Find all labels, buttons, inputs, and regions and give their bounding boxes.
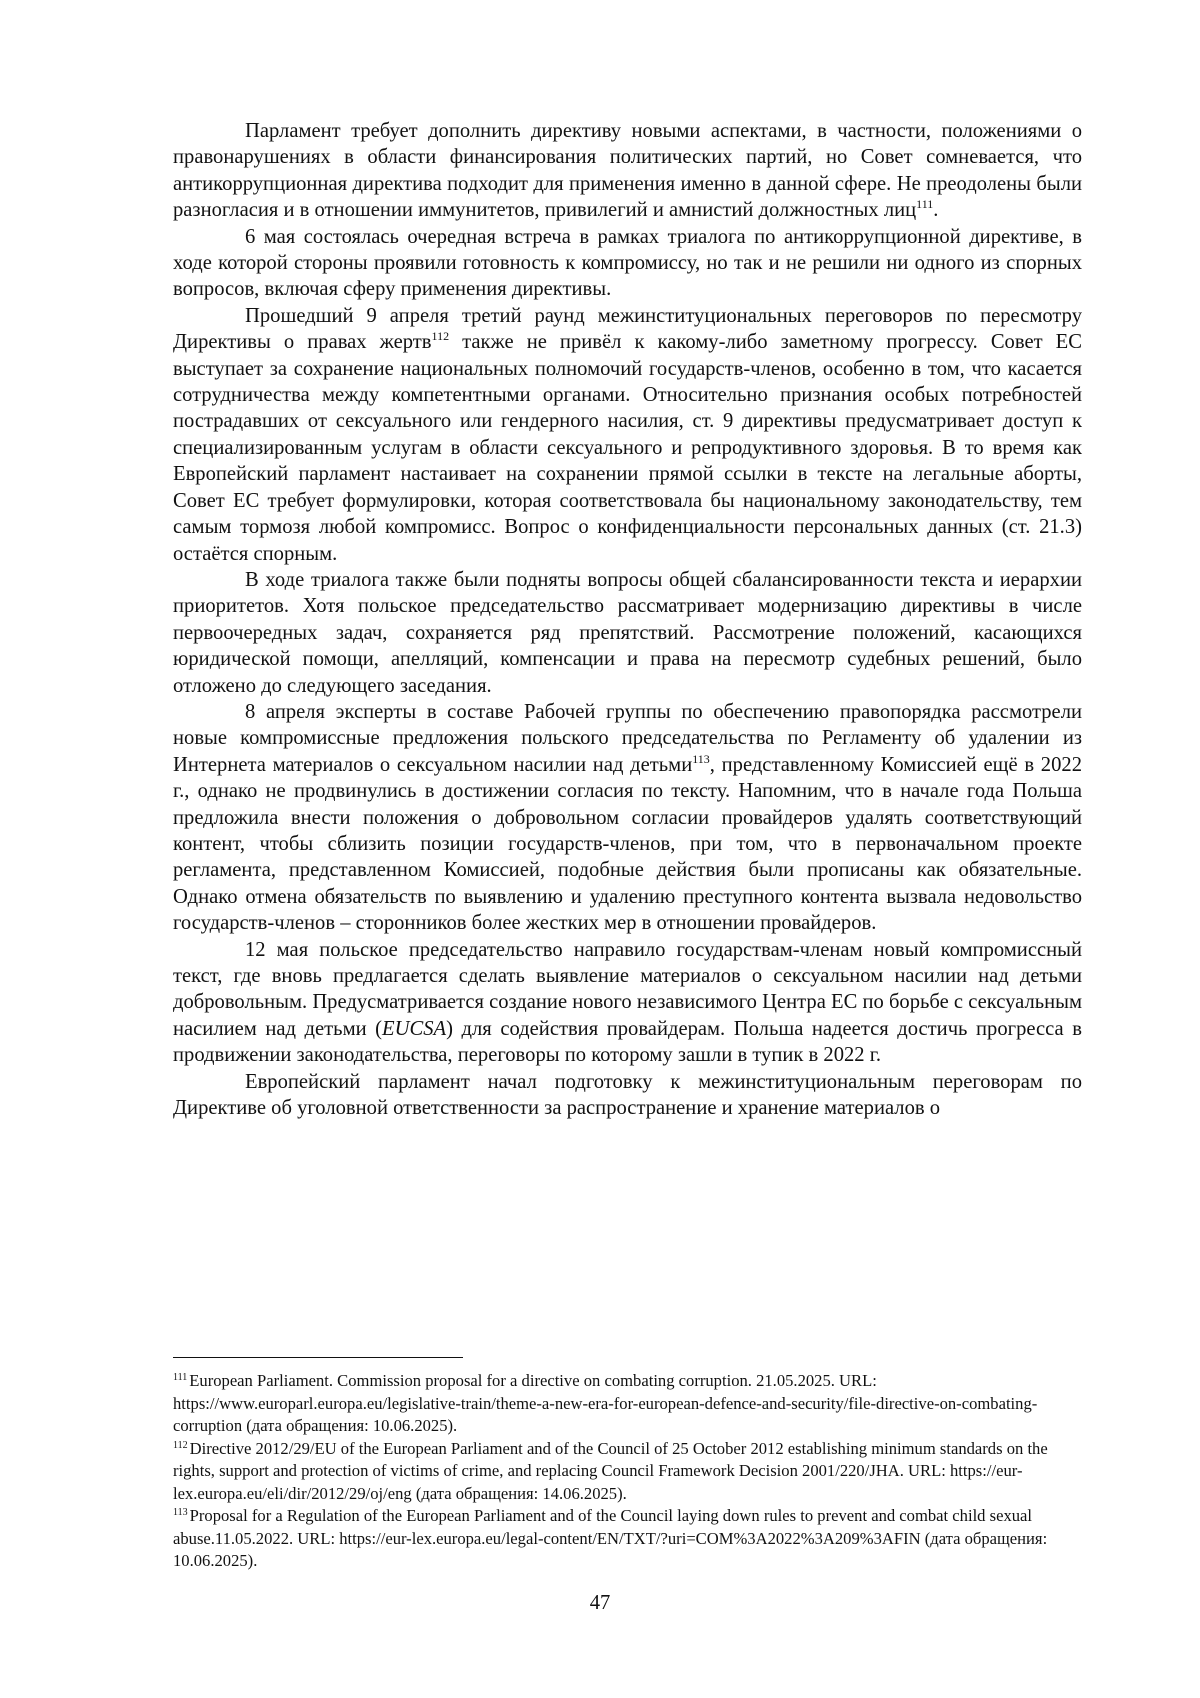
body-text — [173, 118, 1082, 1121]
paragraph-text: . — [933, 199, 939, 222]
paragraph-text: 6 мая состоялась очередная встреча в рамках триалога по антикоррупционной директиве, в ходе которой стороны проявили готовность к компромиссу, но так и не решили ни одного из спорных вопросов, включая сферу применения директивы. — [173, 225, 1082, 301]
paragraph-text: ) для содействия провайдерам. Польша надеется достичь прогресса в продвижении законодательства, переговоры по которому зашли в тупик в 2022 г. — [173, 1017, 1082, 1067]
footnote-number: 111 — [173, 1372, 188, 1383]
footnote — [173, 1505, 1082, 1573]
paragraph-text: Парламент требует дополнить директиву новыми аспектами, в частности, положениями о правонарушениях в области финансирования политических партий, но Совет сомневается, что антикоррупционная директива подходит для применения именно в данной сфере. Не преодолены были разногласия и в отношении иммунитетов, привилегий и амнистий должностных лиц — [173, 120, 1082, 222]
paragraph-text: также не привёл к какому-либо заметному прогрессу. Совет ЕС выступает за сохранение национальных полномочий государств-членов, особенно в том, что касается сотрудничества между компетентными органами. Относительно признания особых потребностей пострадавших от сексуального или гендерного насилия, ст. 9 директивы предусматривает доступ к специализированным услугам в области сексуального и репродуктивного здоровья. В то время как Европейский парламент настаивает на сохранении прямой ссылки в тексте на легальные аборты, Совет ЕС требует формулировки, которая соответствовала бы национальному законодательству, тем самым тормозя любой компромисс. Вопрос о конфиденциальности персональных данных (ст. 21.3) остаётся спорным. — [173, 331, 1082, 565]
paragraph-text: 12 мая польское председательство направило государствам-членам новый компромиссный текст, где вновь предлагается сделать выявление материалов о сексуальном насилии над детьми добровольным. Предусматривается создание нового независимого Центра ЕС по борьбе с сексуальным насилием над детьми ( — [173, 938, 1082, 1040]
paragraph — [173, 224, 1082, 303]
footnote-ref: 112 — [431, 329, 450, 344]
footnote — [173, 1438, 1082, 1506]
paragraph — [173, 699, 1082, 937]
paragraph — [173, 567, 1082, 699]
footnote-text: European Parliament. Commission proposal for a directive on combating corruption. 21.05.2025. URL: https://www.europarl.europa.eu/legislative-train/theme-a-new-era-for-european-defence-and-security/file-directive-on-combating-corruption (дата обращения: 10.06.2025). — [173, 1371, 1038, 1435]
paragraph-text: EUCSA — [382, 1017, 447, 1040]
footnote-number: 112 — [173, 1439, 188, 1451]
footnote-ref: 111 — [916, 197, 934, 212]
footnote-text: Proposal for a Regulation of the European Parliament and of the Council laying down rules to prevent and combat child sexual abuse.11.05.2022. URL: https://eur-lex.europa.eu/legal-content/EN/TXT/?uri=COM%3A2022%3A209%3AFIN (дата обращения: 10.06.2025). — [173, 1506, 1048, 1570]
paragraph-text: Европейский парламент начал подготовку к межинституциональным переговорам по Директиве об уголовной ответственности за распространение и хранение материалов о — [173, 1070, 1082, 1120]
paragraph-text: , представленному Комиссией ещё в 2022 г., однако не продвинулись в достижении согласия по тексту. Напомним, что в начале года Польша предложила внести положения о добровольном согласии провайдеров удалять соответствующий контент, чтобы сблизить позиции государств-членов, при том, что в первоначальном проекте регламента, представленном Комиссией, подобные действия были прописаны как обязательные. Однако отмена обязательств по выявлению и удалению преступного контента вызвала недовольство государств-членов – сторонников более жестких мер в отношении провайдеров. — [173, 753, 1082, 935]
footnote-separator — [173, 1357, 463, 1358]
footnote — [173, 1370, 1082, 1438]
paragraph — [173, 1069, 1082, 1122]
paragraph — [173, 937, 1082, 1069]
footnote-number: 113 — [173, 1507, 188, 1518]
paragraph-text: В ходе триалога также были подняты вопросы общей сбалансированности текста и иерархии приоритетов. Хотя польское председательство рассматривает модернизацию директивы в числе первоочередных задач, сохраняется ряд препятствий. Рассмотрение положений, касающихся юридической помощи, апелляций, компенсации и права на пересмотр судебных решений, было отложено до следующего заседания. — [173, 568, 1082, 697]
footnotes — [173, 1357, 1082, 1573]
footnote-text: Directive 2012/29/EU of the European Parliament and of the Council of 25 October 2012 establishing minimum standards on the rights, support and protection of victims of crime, and replacing Council Framework Decision 2001/220/JHA. URL: https://eur-lex.europa.eu/eli/dir/2012/29/oj/eng (дата обращения: 14.06.2025). — [173, 1438, 1048, 1503]
paragraph — [173, 118, 1082, 224]
paragraph-text: 8 апреля эксперты в составе Рабочей группы по обеспечению правопорядка рассмотрели новые компромиссные предложения польского председательства по Регламенту об удалении из Интернета материалов о сексуальном насилии над детьми — [173, 700, 1082, 776]
page-number: 47 — [589, 1592, 611, 1614]
paragraph-text: Прошедший 9 апреля третий раунд межинституциональных переговоров по пересмотру Директивы о правах жертв — [173, 304, 1082, 354]
paragraph — [173, 303, 1082, 567]
footnote-ref: 113 — [692, 751, 710, 766]
